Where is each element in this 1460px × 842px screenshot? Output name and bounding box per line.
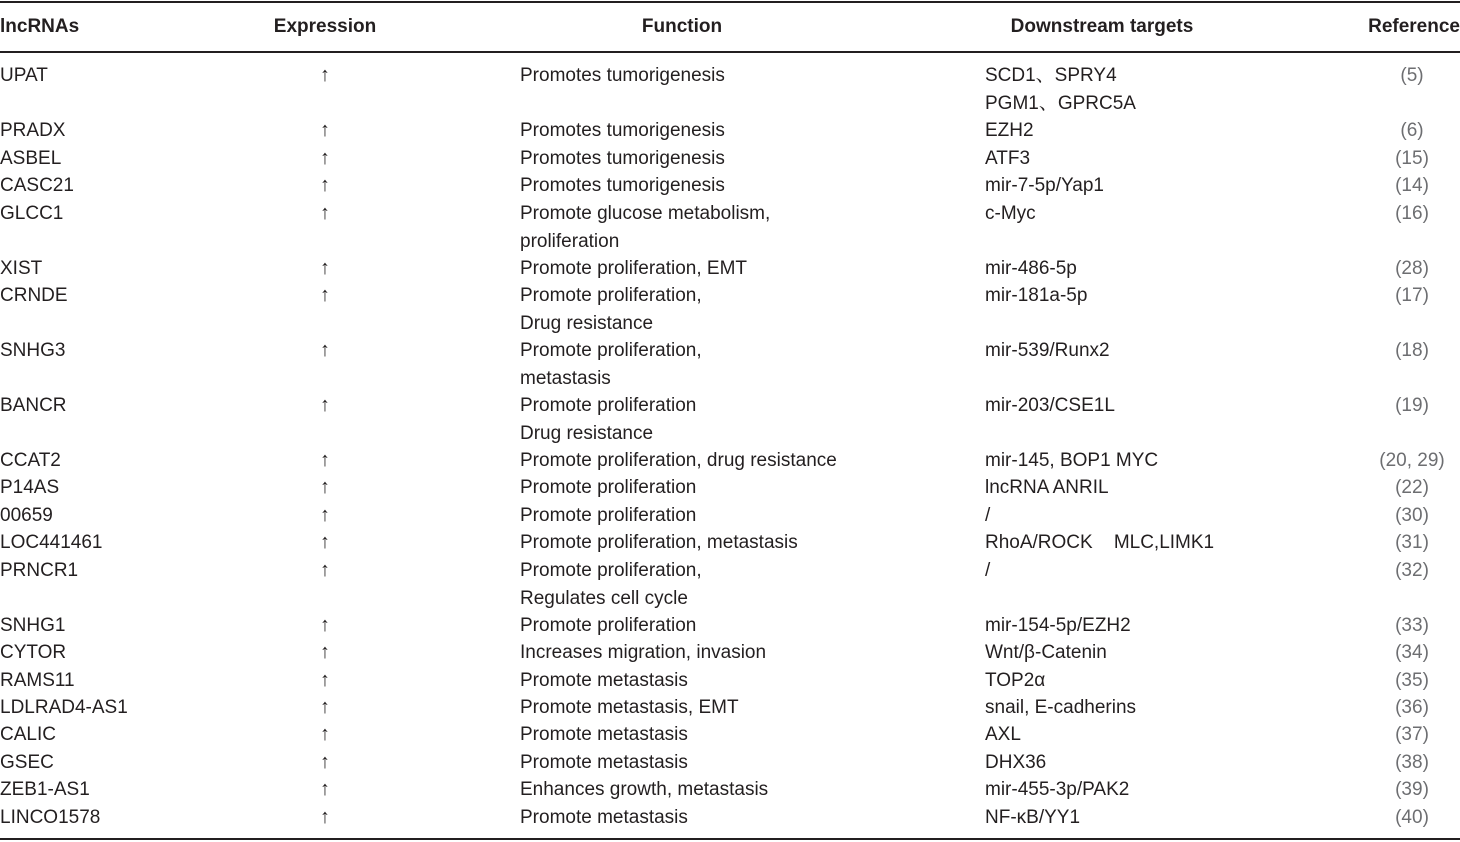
cell-lncrna: CASC21 [0,175,74,196]
cell-function: Increases migration, invasion [520,642,767,663]
cell-lncrna: CYTOR [0,642,67,663]
cell-expression-arrow: ↑ [320,284,330,306]
cell-expression-arrow: ↑ [320,202,330,224]
cell-expression-arrow: ↑ [320,806,330,828]
cell-reference: (14) [1395,175,1429,196]
cell-downstream-targets: NF-κB/YY1 [985,807,1081,828]
cell-lncrna: SNHG1 [0,615,66,636]
cell-lncrna: PRADX [0,120,66,141]
cell-function: Promote metastasis [520,752,688,773]
cell-reference: (22) [1395,477,1429,498]
cell-lncrna: P14AS [0,477,60,498]
cell-downstream-targets: mir-455-3p/PAK2 [985,779,1130,800]
cell-downstream-targets: RhoA/ROCK MLC,LIMK1 [985,532,1215,553]
cell-lncrna: LOC441461 [0,532,103,553]
cell-expression-arrow: ↑ [320,559,330,581]
cell-lncrna: CCAT2 [0,450,61,471]
cell-downstream-targets: c-Myc [985,203,1036,224]
cell-lncrna: XIST [0,258,43,279]
cell-reference: (40) [1395,807,1429,828]
cell-function: Promote metastasis [520,807,688,828]
cell-downstream-targets: mir-181a-5p [985,285,1088,306]
cell-lncrna: CALIC [0,724,56,745]
cell-lncrna: ZEB1-AS1 [0,779,90,800]
cell-reference: (30) [1395,505,1429,526]
cell-reference: (19) [1395,395,1429,416]
cell-downstream-targets: Wnt/β-Catenin [985,642,1107,663]
cell-reference: (32) [1395,560,1429,581]
cell-lncrna: SNHG3 [0,340,66,361]
cell-lncrna: LINCO1578 [0,807,101,828]
cell-expression-arrow: ↑ [320,64,330,86]
cell-lncrna: 00659 [0,505,53,526]
cell-lncrna: RAMS11 [0,670,75,691]
cell-lncrna: BANCR [0,395,67,416]
header-downstream-targets: Downstream targets [1010,16,1194,37]
cell-expression-arrow: ↑ [320,339,330,361]
cell-expression-arrow: ↑ [320,641,330,663]
cell-expression-arrow: ↑ [320,504,330,526]
cell-function: Enhances growth, metastasis [520,779,769,800]
cell-expression-arrow: ↑ [320,119,330,141]
cell-expression-arrow: ↑ [320,531,330,553]
cell-expression-arrow: ↑ [320,751,330,773]
cell-function: Promote proliferation [520,477,697,498]
cell-reference: (28) [1395,258,1429,279]
cell-reference: (38) [1395,752,1429,773]
cell-downstream-targets: mir-486-5p [985,258,1077,279]
cell-downstream-targets: mir-203/CSE1L [985,395,1115,416]
cell-downstream-targets: mir-145, BOP1 MYC [985,450,1159,471]
cell-downstream-targets: EZH2 [985,120,1034,141]
cell-reference: (33) [1395,615,1429,636]
cell-function: Promotes tumorigenesis [520,148,725,169]
cell-function: Promote proliferation, EMT [520,258,748,279]
cell-function: Promotes tumorigenesis [520,65,725,86]
cell-function: Promote metastasis, EMT [520,697,739,718]
cell-expression-arrow: ↑ [320,394,330,416]
cell-expression-arrow: ↑ [320,614,330,636]
cell-lncrna: UPAT [0,65,48,86]
cell-reference: (17) [1395,285,1429,306]
cell-reference: (35) [1395,670,1429,691]
cell-function: Promote proliferation, Regulates cell cycle [520,560,702,609]
cell-reference: (20, 29) [1379,450,1445,471]
cell-reference: (16) [1395,203,1429,224]
cell-function: Promote proliferation [520,615,697,636]
header-reference: Reference [1368,16,1460,37]
header-function: Function [641,16,723,37]
cell-downstream-targets: ATF3 [985,148,1031,169]
cell-reference: (15) [1395,148,1429,169]
cell-downstream-targets: / [985,505,991,526]
cell-downstream-targets: lncRNA ANRIL [985,477,1109,498]
cell-lncrna: PRNCR1 [0,560,79,581]
cell-function: Promote proliferation, drug resistance [520,450,837,471]
cell-lncrna: ASBEL [0,148,62,169]
cell-expression-arrow: ↑ [320,476,330,498]
header-expression: Expression [273,16,377,37]
cell-function: Promote proliferation, metastasis [520,340,702,389]
cell-reference: (39) [1395,779,1429,800]
cell-reference: (6) [1400,120,1424,141]
cell-reference: (5) [1400,65,1424,86]
cell-function: Promotes tumorigenesis [520,120,725,141]
cell-expression-arrow: ↑ [320,669,330,691]
cell-expression-arrow: ↑ [320,174,330,196]
cell-function: Promote proliferation, Drug resistance [520,285,702,334]
cell-downstream-targets: SCD1、SPRY4 PGM1、GPRC5A [985,65,1136,114]
cell-downstream-targets: TOP2α [985,670,1046,691]
cell-downstream-targets: mir-539/Runx2 [985,340,1110,361]
cell-lncrna: GSEC [0,752,54,773]
cell-function: Promote proliferation [520,505,697,526]
cell-expression-arrow: ↑ [320,147,330,169]
cell-expression-arrow: ↑ [320,723,330,745]
cell-expression-arrow: ↑ [320,257,330,279]
cell-downstream-targets: mir-154-5p/EZH2 [985,615,1131,636]
cell-lncrna: CRNDE [0,285,68,306]
header-lncrnas: lncRNAs [0,16,80,37]
cell-function: Promotes tumorigenesis [520,175,725,196]
cell-reference: (31) [1395,532,1429,553]
cell-expression-arrow: ↑ [320,696,330,718]
cell-function: Promote proliferation Drug resistance [520,395,697,444]
cell-downstream-targets: AXL [985,724,1021,745]
cell-reference: (36) [1395,697,1429,718]
cell-function: Promote metastasis [520,670,688,691]
cell-expression-arrow: ↑ [320,449,330,471]
cell-downstream-targets: / [985,560,991,581]
cell-downstream-targets: mir-7-5p/Yap1 [985,175,1104,196]
cell-function: Promote metastasis [520,724,688,745]
cell-lncrna: GLCC1 [0,203,64,224]
cell-reference: (18) [1395,340,1429,361]
cell-reference: (34) [1395,642,1429,663]
cell-downstream-targets: snail, E-cadherins [985,697,1137,718]
cell-expression-arrow: ↑ [320,778,330,800]
cell-lncrna: LDLRAD4-AS1 [0,697,128,718]
cell-downstream-targets: DHX36 [985,752,1047,773]
cell-function: Promote glucose metabolism, proliferation [520,203,771,252]
cell-function: Promote proliferation, metastasis [520,532,798,553]
cell-reference: (37) [1395,724,1429,745]
